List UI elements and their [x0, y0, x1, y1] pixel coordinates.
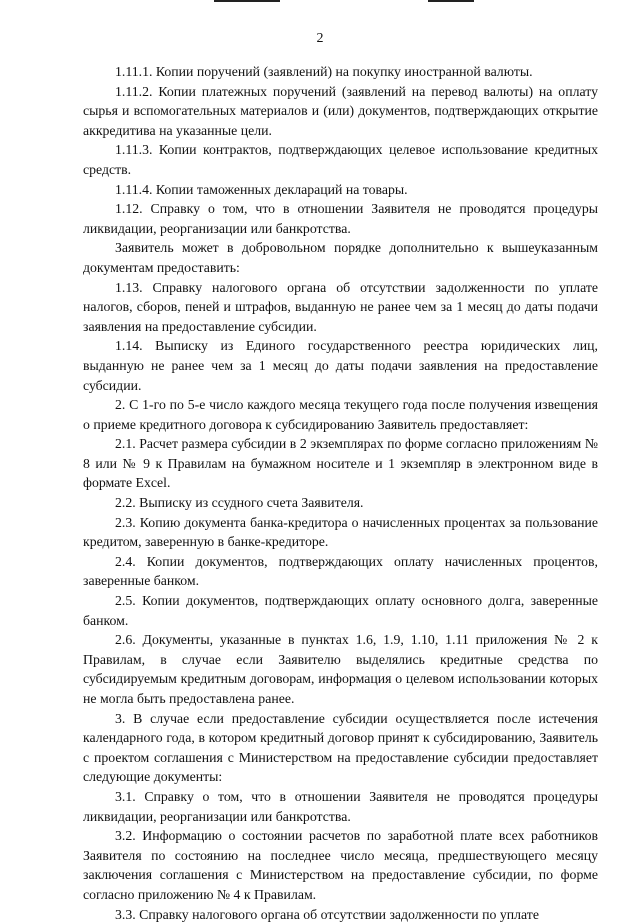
paragraph-2-1: 2.1. Расчет размера субсидии в 2 экземплярах по форме согласно приложениям № 8 или № 9 к Правилам на бумажном носителе и 1 экземпляр в электронном виде в формате Excel. — [83, 436, 598, 491]
paragraph-1-11-4: 1.11.4. Копии таможенных деклараций на товары. — [115, 181, 408, 197]
paragraph-2-2: 2.2. Выписку из ссудного счета Заявителя. — [115, 495, 364, 511]
paragraph-optional-intro: Заявитель может в добровольном порядке дополнительно к вышеуказанным документам предоставить: — [83, 240, 598, 275]
page-number: 2 — [316, 31, 324, 46]
paragraph-1-13: 1.13. Справку налогового органа об отсутствии задолженности по уплате налогов, сборов, пеней и штрафов, выданную не ранее чем за 1 месяц до даты подачи заявления на предоставление субсидии. — [83, 279, 598, 334]
paragraph-1-11-3: 1.11.3. Копии контрактов, подтверждающих целевое использование кредитных средств. — [83, 142, 598, 177]
paragraph-2-6: 2.6. Документы, указанные в пунктах 1.6, 1.9, 1.10, 1.11 приложения № 2 к Правилам, в случае если Заявителю выделялись кредитные средства по субсидируемым кредитным договорам, информация о целевом использовании которых не могла быть предоставлена ранее. — [83, 632, 598, 706]
paragraph-3-2: 3.2. Информацию о состоянии расчетов по заработной плате всех работников Заявителя по состоянию на последнее число месяца, предшествующего месяцу заключения соглашения с Министерством на предоставление субсидии, по форме согласно приложению № 4 к Правилам. — [83, 828, 598, 902]
paragraph-1-11-2: 1.11.2. Копии платежных поручений (заявлений на перевод валюты) на оплату сырья и вспомогательных материалов и (или) документов, подтверждающих открытие аккредитива на указанные цели. — [83, 83, 598, 138]
paragraph-1-14: 1.14. Выписку из Единого государственного реестра юридических лиц, выданную не ранее чем за 1 месяц до даты подачи заявления на предоставление субсидии. — [83, 338, 598, 393]
top-rule-right — [428, 0, 474, 2]
paragraph-2-5: 2.5. Копии документов, подтверждающих оплату основного долга, заверенные банком. — [83, 593, 598, 628]
paragraph-3-1: 3.1. Справку о том, что в отношении Заявителя не проводятся процедуры ликвидации, реорганизации или банкротства. — [83, 788, 598, 824]
top-rule-left — [214, 0, 280, 2]
paragraph-2: 2. С 1-го по 5-е число каждого месяца текущего года после получения извещения о приеме кредитного договора к субсидированию Заявитель предоставляет: — [83, 397, 598, 432]
paragraph-3: 3. В случае если предоставление субсидии осуществляется после истечения календарного года, в котором кредитный договор принят к субсидированию, Заявитель с проектом соглашения с Министерством на предоставление субсидии предоставляет следующие документы: — [83, 710, 598, 785]
paragraph-2-4: 2.4. Копии документов, подтверждающих оплату начисленных процентов, заверенные банком. — [83, 553, 598, 589]
paragraph-1-11-1: 1.11.1. Копии поручений (заявлений) на покупку иностранной валюты. — [115, 64, 533, 79]
paragraph-1-12: 1.12. Справку о том, что в отношении Заявителя не проводятся процедуры ликвидации, реорганизации или банкротства. — [83, 201, 598, 236]
paragraph-2-3: 2.3. Копию документа банка-кредитора о начисленных процентах за пользование кредитом, заверенную в банке-кредиторе. — [83, 514, 598, 550]
paragraph-3-3: 3.3. Справку налогового органа об отсутствии задолженности по уплате — [115, 906, 539, 922]
document-body — [83, 62, 598, 924]
